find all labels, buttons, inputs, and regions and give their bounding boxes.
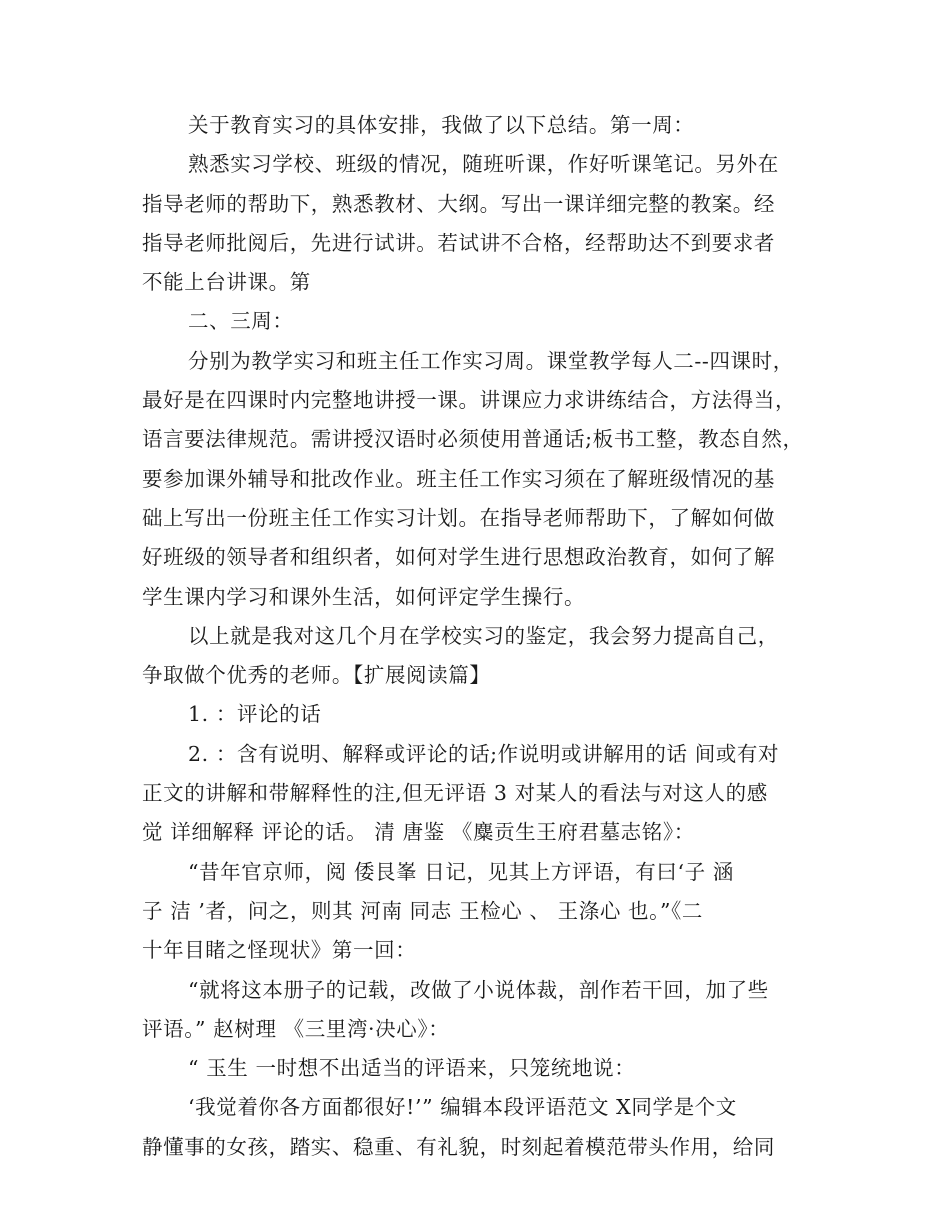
- text-line: 础上写出一份班主任工作实习计划。在指导老师帮助下，了解如何做: [142, 505, 775, 530]
- text-line: 熟悉实习学校、班级的情况，随班听课，作好听课笔记。另外在: [188, 152, 779, 177]
- text-line: 指导老师的帮助下，熟悉教材、大纲。写出一课详细完整的教案。经: [142, 191, 775, 216]
- text-line: 2. ：含有说明、解释或评论的话;作说明或讲解用的话 间或有对: [188, 741, 780, 766]
- text-line: ‘我觉着你各方面都很好!’” 编辑本段评语范文 X同学是个文: [188, 1095, 737, 1120]
- text-line: 二、三周：: [188, 309, 294, 334]
- text-line: 以上就是我对这几个月在学校实习的鉴定，我会努力提高自己，: [188, 623, 779, 648]
- text-line: 分别为教学实习和班主任工作实习周。课堂教学每人二--四课时，: [188, 348, 794, 373]
- text-line: 争取做个优秀的老师。【扩展阅读篇】: [142, 663, 491, 688]
- text-line: 1. ：评论的话: [188, 702, 322, 727]
- text-line: 正文的讲解和带解释性的注,但无评语 3 对某人的看法与对这人的感: [142, 781, 768, 806]
- text-line: 十年目睹之怪现状》第一回：: [142, 938, 417, 963]
- text-line: 评语。” 赵树理 《三里湾·决心》：: [142, 1016, 450, 1041]
- text-line: “ 玉生 一时想不出适当的评语来，只笼统地说：: [188, 1056, 636, 1081]
- document-body: [142, 106, 822, 1167]
- text-line: 学生课内学习和课外生活，如何评定学生操行。: [142, 584, 586, 609]
- text-line: 觉 详细解释 评论的话。 清 唐鉴 《麋贡生王府君墓志铭》：: [142, 820, 695, 845]
- text-line: 要参加课外辅导和批改作业。班主任工作实习须在了解班级情况的基: [142, 466, 775, 491]
- text-line: 语言要法律规范。需讲授汉语时必须使用普通话;板书工整，教态自然，: [142, 427, 804, 452]
- text-line: 指导老师批阅后，先进行试讲。若试讲不合格，经帮助达不到要求者: [142, 230, 775, 255]
- text-line: “就将这本册子的记载，改做了小说体裁，剖作若干回，加了些: [188, 977, 769, 1002]
- text-line: “昔年官京师，阅 倭艮峯 日记，见其上方评语，有曰‘子 涵: [188, 859, 734, 884]
- text-line: 不能上台讲课。第: [142, 270, 311, 295]
- text-line: 静懂事的女孩，踏实、稳重、有礼貌，时刻起着模范带头作用，给同: [142, 1134, 775, 1159]
- text-line: 关于教育实习的具体安排，我做了以下总结。第一周：: [188, 113, 695, 137]
- text-line: 最好是在四课时内完整地讲授一课。讲课应力求讲练结合，方法得当，: [142, 388, 797, 413]
- text-line: 子 洁 ’者，问之，则其 河南 同志 王检心 、 王涤心 也。”《二: [142, 898, 704, 923]
- text-line: 好班级的领导者和组织者，如何对学生进行思想政治教育，如何了解: [142, 545, 775, 570]
